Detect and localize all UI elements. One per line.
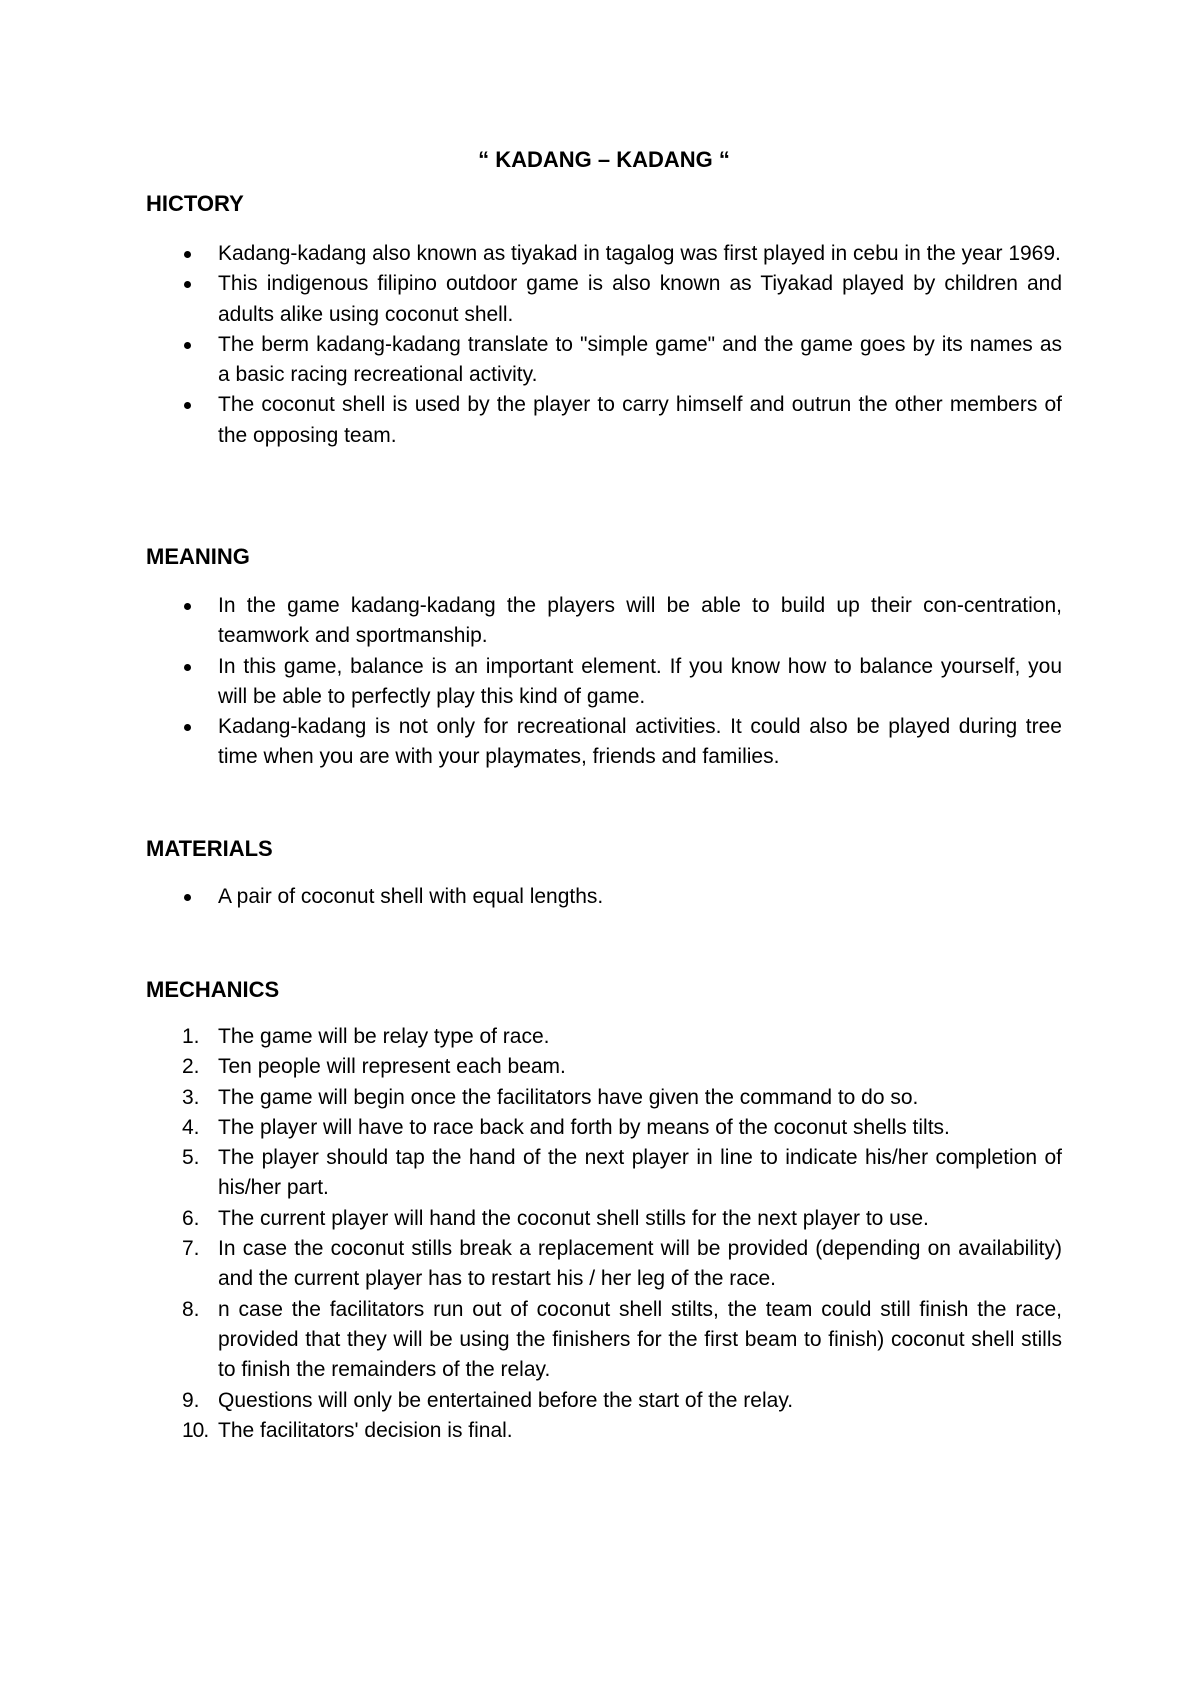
- list-number: 3.: [182, 1085, 200, 1109]
- materials-heading: MATERIALS: [146, 836, 273, 861]
- list-item: In this game, balance is an important element. If you know how to balance yourself, you will be able to perfectly play this kind of game.: [146, 652, 1062, 713]
- mechanics-heading: MECHANICS: [146, 977, 280, 1002]
- list-number: 7.: [182, 1237, 200, 1261]
- list-item: The coconut shell is used by the player to carry himself and outrun the other members of the opposing team.: [146, 390, 1062, 451]
- list-item: In the game kadang-kadang the players will be able to build up their con-centration, teamwork and sportmanship.: [146, 591, 1062, 652]
- bullet-icon: [184, 894, 191, 901]
- bullet-icon: [184, 664, 191, 671]
- mechanics-list: [146, 1022, 1062, 1446]
- bullet-icon: [184, 281, 191, 288]
- bullet-icon: [184, 251, 191, 258]
- list-item: 3. The game will begin once the facilitators have given the command to do so.: [146, 1083, 1062, 1113]
- meaning-heading: MEANING: [146, 544, 250, 569]
- history-list: [146, 239, 1062, 451]
- list-item: 2. Ten people will represent each beam.: [146, 1052, 1062, 1082]
- list-number: 2.: [182, 1055, 200, 1079]
- list-number: 1.: [182, 1025, 200, 1048]
- list-item: 5. The player should tap the hand of the next player in line to indicate his/her completion of his/her part.: [146, 1143, 1062, 1204]
- history-heading: HICTORY: [146, 191, 244, 216]
- document-title: “ KADANG – KADANG “: [478, 147, 730, 172]
- list-number: 5.: [182, 1146, 200, 1170]
- bullet-icon: [184, 402, 191, 409]
- document-page: [146, 0, 1062, 1696]
- list-number: 10.: [182, 1418, 209, 1442]
- bullet-icon: [184, 342, 191, 349]
- list-item: 4. The player will have to race back and forth by means of the coconut shells tilts.: [146, 1113, 1062, 1143]
- bullet-icon: [184, 724, 191, 731]
- list-item: Kadang-kadang is not only for recreational activities. It could also be played during tree time when you are with your playmates, friends and families.: [146, 712, 1062, 773]
- list-number: 8.: [182, 1297, 200, 1321]
- meaning-list: [146, 591, 1062, 773]
- materials-list: [146, 882, 1062, 912]
- list-number: 4.: [182, 1115, 200, 1139]
- list-number: 9.: [182, 1388, 200, 1412]
- list-item: 7. In case the coconut stills break a replacement will be provided (depending on availability) and the current player has to restart his / her leg of the race.: [146, 1234, 1062, 1295]
- list-item: A pair of coconut shell with equal lengths.: [146, 882, 1062, 912]
- list-item: The berm kadang-kadang translate to "simple game" and the game goes by its names as a basic racing recreational activity.: [146, 330, 1062, 391]
- list-item: 6. The current player will hand the coconut shell stills for the next player to use.: [146, 1204, 1062, 1234]
- list-item: 8. n case the facilitators run out of coconut shell stilts, the team could still finish the race, provided that they will be using the finishers for the first beam to finish) coconut shell stills to finish the remainders of the relay.: [146, 1295, 1062, 1386]
- list-item: Kadang-kadang also known as tiyakad in tagalog was first played in cebu in the year 1969.: [146, 239, 1062, 269]
- list-number: 6.: [182, 1206, 200, 1230]
- list-item: This indigenous filipino outdoor game is also known as Tiyakad played by children and adults alike using coconut shell.: [146, 269, 1062, 330]
- list-item: 1. The game will be relay type of race.: [146, 1022, 1062, 1052]
- list-item: 10. The facilitators' decision is final.: [146, 1416, 1062, 1446]
- bullet-icon: [184, 603, 191, 610]
- list-item: 9. Questions will only be entertained before the start of the relay.: [146, 1386, 1062, 1416]
